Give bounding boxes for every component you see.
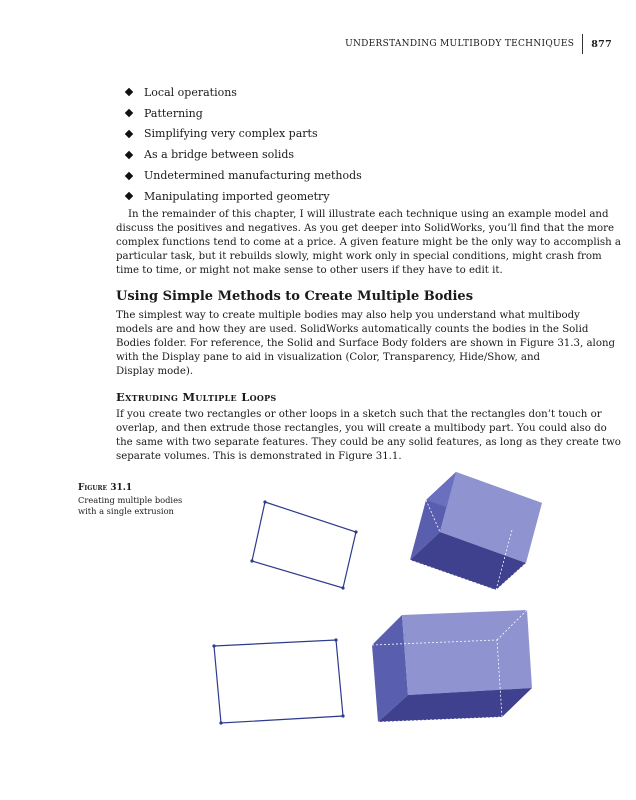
- section-paragraph: The simplest way to create multiple bodies may also help you understand what multibody models are and how they are used. SolidWorks automatically counts the bodies in the Solid Bodies folder. For reference, the Solid and Surface Body folders are shown in Figure 31.3, along with the Display pane to aid in visualization (Color, Transparency, Hide/Show, and Display mode).: [116, 310, 616, 377]
- list-item: Patterning: [122, 103, 362, 124]
- extruded-body-top: [410, 472, 542, 590]
- extruded-body-bottom: [372, 610, 532, 722]
- sketch-rectangle-top: [250, 500, 357, 589]
- diamond-bullet-icon: [125, 109, 133, 117]
- diamond-bullet-icon: [125, 130, 133, 138]
- list-item: As a bridge between solids: [122, 144, 362, 165]
- bullet-list: [122, 82, 362, 207]
- header-divider: [582, 34, 583, 54]
- sketch-rectangle-bottom: [212, 638, 344, 724]
- subheading: Extruding Multiple Loops: [116, 390, 277, 404]
- page-number: 877: [591, 38, 612, 50]
- list-item: Local operations: [122, 82, 362, 103]
- extrude-paragraph: If you create two rectangles or other loops in a sketch such that the rectangles don’t touch or overlap, and then extrude those rectangles, you will create a multibody part. You could also do the same with two separate features. They could be any solid features, as long as they create two separate volumes. This is demonstrated in Figure 31.1.: [116, 409, 621, 462]
- diamond-bullet-icon: [125, 171, 133, 179]
- diamond-bullet-icon: [125, 88, 133, 96]
- figure-label: Figure 31.1: [78, 483, 133, 493]
- figure-31-1: [200, 460, 600, 760]
- diamond-bullet-icon: [125, 151, 133, 159]
- diamond-bullet-icon: [125, 192, 133, 200]
- list-item: Simplifying very complex parts: [122, 124, 362, 145]
- header-section-title: UNDERSTANDING MULTIBODY TECHNIQUES: [345, 39, 575, 49]
- list-item: Manipulating imported geometry: [122, 186, 362, 207]
- figure-caption: Figure 31.1 Creating multiple bodies with a single extrusion: [78, 483, 198, 518]
- section-heading: Using Simple Methods to Create Multiple Bodies: [116, 289, 474, 304]
- intro-paragraph: In the remainder of this chapter, I will illustrate each technique using an example model and discuss the positives and negatives. As you get deeper into SolidWorks, you’ll find that the more complex functions tend to come at a price. A given feature might be the only way to accomplish a particular task, but it rebuilds slowly, might work only in special conditions, might crash from time to time, or might not make sense to other users if they have to edit it.: [116, 209, 621, 276]
- list-item: Undetermined manufacturing methods: [122, 165, 362, 186]
- running-header: [345, 37, 612, 51]
